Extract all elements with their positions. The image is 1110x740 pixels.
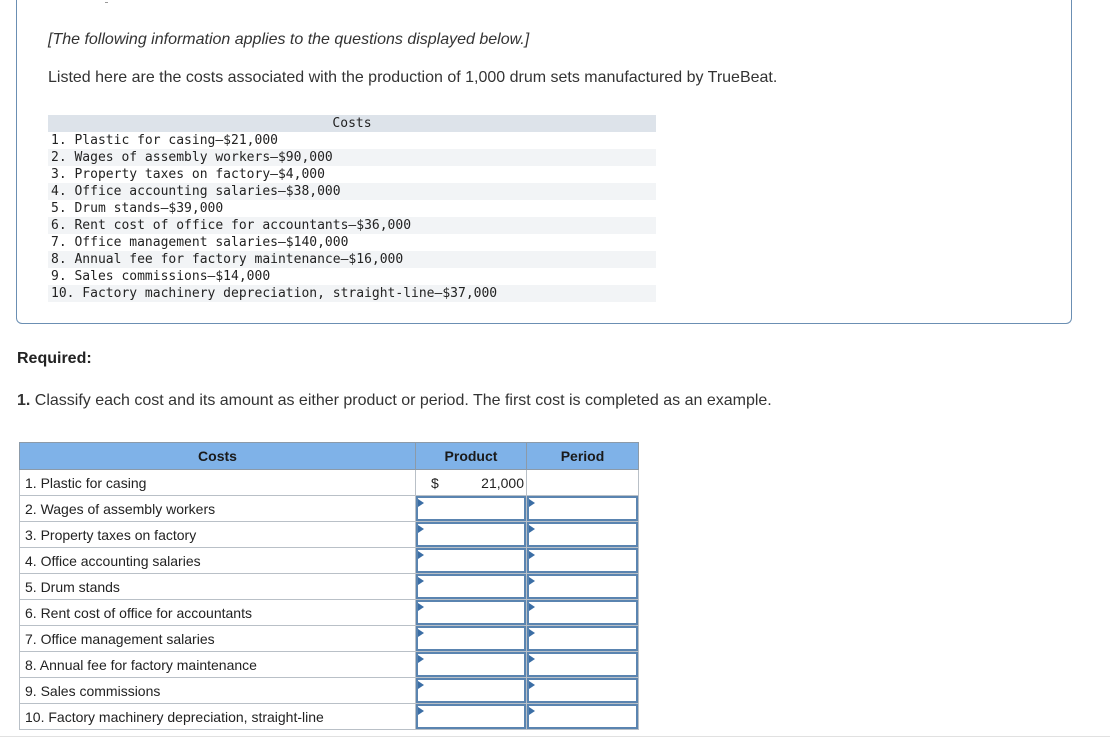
question-number: 1.	[17, 392, 31, 409]
costs-column-header: Costs	[20, 443, 416, 470]
product-input[interactable]	[416, 626, 526, 651]
table-row	[20, 522, 639, 548]
period-input[interactable]	[527, 574, 638, 599]
cost-label: 10. Factory machinery depreciation, straight-line	[20, 704, 416, 730]
cost-label: 4. Office accounting salaries	[20, 548, 416, 574]
example-product-value: 21,000	[481, 474, 524, 491]
question-body: Classify each cost and its amount as either product or period. The first cost is completed as an example.	[34, 392, 772, 409]
cost-list-header: Costs	[48, 115, 656, 132]
cost-label: 8. Annual fee for factory maintenance	[20, 652, 416, 678]
product-input[interactable]	[416, 548, 526, 573]
table-row	[20, 574, 639, 600]
cost-list-item: 10. Factory machinery depreciation, straight-line—$37,000	[48, 285, 656, 302]
product-column-header: Product	[416, 443, 527, 470]
currency-symbol: $	[431, 474, 439, 491]
product-input[interactable]	[416, 704, 526, 729]
period-input[interactable]	[527, 678, 638, 703]
table-row	[20, 626, 639, 652]
question-text	[17, 392, 772, 410]
required-heading: Required:	[17, 350, 92, 367]
cost-label: 7. Office management salaries	[20, 626, 416, 652]
product-example-cell	[416, 470, 527, 496]
product-input[interactable]	[416, 600, 526, 625]
product-input[interactable]	[416, 652, 526, 677]
cost-list-item: 5. Drum stands—$39,000	[48, 200, 656, 217]
period-example-cell	[527, 470, 639, 496]
cost-label: 3. Property taxes on factory	[20, 522, 416, 548]
bottom-divider	[0, 736, 1110, 737]
table-row	[20, 496, 639, 522]
period-input[interactable]	[527, 548, 638, 573]
cost-label: 6. Rent cost of office for accountants	[20, 600, 416, 626]
period-input[interactable]	[527, 652, 638, 677]
cost-list-item: 7. Office management salaries—$140,000	[48, 234, 656, 251]
table-row	[20, 548, 639, 574]
period-input[interactable]	[527, 600, 638, 625]
table-row	[20, 652, 639, 678]
product-input[interactable]	[416, 574, 526, 599]
period-input[interactable]	[527, 522, 638, 547]
cost-list-item: 9. Sales commissions—$14,000	[48, 268, 656, 285]
table-row	[20, 470, 639, 496]
cost-list-item: 1. Plastic for casing—$21,000	[48, 132, 656, 149]
period-input[interactable]	[527, 626, 638, 651]
top-mark	[105, 2, 108, 3]
table-row	[20, 704, 639, 730]
product-input[interactable]	[416, 522, 526, 547]
period-column-header: Period	[527, 443, 639, 470]
cost-list-item: 6. Rent cost of office for accountants—$36,000	[48, 217, 656, 234]
cost-label: 2. Wages of assembly workers	[20, 496, 416, 522]
listing-text: Listed here are the costs associated with the production of 1,000 drum sets manufactured by TrueBeat.	[48, 69, 778, 86]
cost-list-item: 8. Annual fee for factory maintenance—$16,000	[48, 251, 656, 268]
period-input[interactable]	[527, 704, 638, 729]
period-input[interactable]	[527, 496, 638, 521]
intro-text: [The following information applies to the questions displayed below.]	[48, 31, 530, 48]
cost-list	[48, 115, 656, 302]
table-row	[20, 600, 639, 626]
cost-list-item: 2. Wages of assembly workers—$90,000	[48, 149, 656, 166]
cost-label: 9. Sales commissions	[20, 678, 416, 704]
cost-list-item: 4. Office accounting salaries—$38,000	[48, 183, 656, 200]
table-header-row	[20, 443, 639, 470]
product-input[interactable]	[416, 678, 526, 703]
classification-table	[19, 442, 639, 730]
product-input[interactable]	[416, 496, 526, 521]
table-row	[20, 678, 639, 704]
cost-label: 1. Plastic for casing	[20, 470, 416, 496]
cost-label: 5. Drum stands	[20, 574, 416, 600]
cost-list-item: 3. Property taxes on factory—$4,000	[48, 166, 656, 183]
